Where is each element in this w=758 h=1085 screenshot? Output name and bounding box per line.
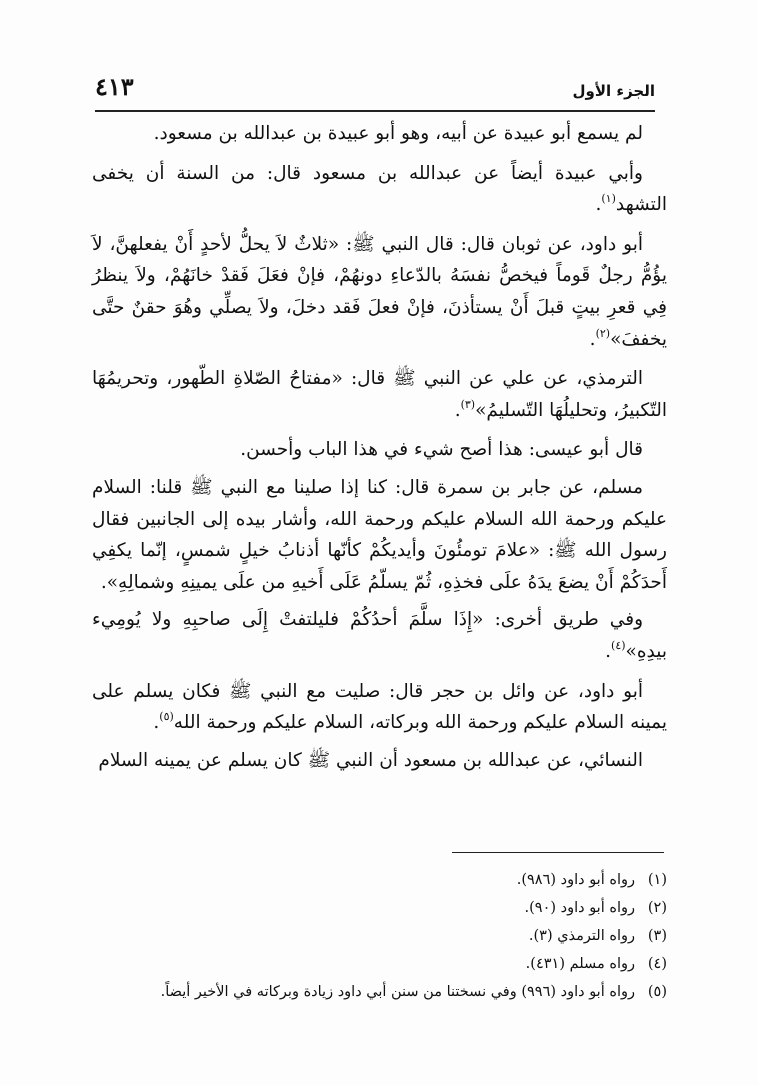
footnote-marker: (٥)	[159, 710, 174, 724]
running-title: الجزء الأول	[572, 82, 655, 100]
paragraph-text: مسلم، عن جابر بن سمرة قال: كنا إذا صلينا مع النبي ﷺ قلنا: السلام عليكم ورحمة الله السلام عليكم ورحمة الله، وأشار بيده إلى الجانبين فقال رسول الله ﷺ: «علامَ تومئُونَ وأيديكُمْ كأنّها أذنابُ خيلٍ شمسٍ، إنّما يكفِي أَحدَكُمْ أَنْ يضعَ يدَهُ علَى فخذِهِ، ثُمّ يسلّمُ عَلَى أَخيهِ من علَى يمينِهِ وشمالِهِ».	[92, 476, 667, 593]
paragraph-text: لم يسمع أبو عبيدة عن أبيه، وهو أبو عبيدة بن عبدالله بن مسعود.	[153, 123, 643, 144]
footnote-number: (١)	[647, 872, 667, 888]
paragraph	[92, 604, 667, 667]
paragraph-text: الترمذي، عن علي عن النبي ﷺ قال: «مفتاحُ الصّلاةِ الطّهور، وتحريمُهَا التّكبيرُ، وتحليلُهَا التّسليمُ»	[92, 368, 667, 421]
footnote-text: رواه الترمذي (٣).	[528, 928, 635, 944]
footnote-marker: (٤)	[611, 638, 626, 652]
footnote-marker: (١)	[601, 192, 616, 206]
paragraph	[92, 158, 667, 221]
paragraph	[92, 472, 667, 598]
footnote-text: رواه مسلم (٤٣١).	[525, 956, 635, 972]
paragraph	[92, 434, 667, 466]
paragraph-end: .	[589, 328, 596, 350]
footnotes	[95, 866, 667, 1006]
paragraph-end: .	[605, 640, 612, 662]
paragraph	[92, 745, 667, 777]
footnote-text: رواه أبو داود (٩٠).	[524, 900, 635, 916]
footnote-item	[95, 894, 667, 922]
page-number: ٤١٣	[95, 72, 134, 101]
page-header	[95, 72, 655, 106]
paragraph-end: .	[595, 194, 602, 216]
footnote-item	[95, 922, 667, 950]
footnote-number: (٢)	[647, 900, 667, 916]
header-rule	[95, 110, 655, 112]
footnote-item	[95, 950, 667, 978]
footnote-item	[95, 978, 667, 1006]
paragraph	[92, 229, 667, 355]
footnote-text: رواه أبو داود (٩٩٦) وفي نسختنا من سنن أبي داود زيادة وبركاته في الأخير أيضاً.	[160, 984, 635, 1000]
footnote-number: (٤)	[647, 956, 667, 972]
main-text	[92, 118, 667, 784]
paragraph	[92, 676, 667, 739]
footnote-number: (٣)	[647, 928, 667, 944]
paragraph-text: وأبي عبيدة أيضاً عن عبدالله بن مسعود قال: من السنة أن يخفى التشهد	[92, 162, 667, 216]
paragraph-text: النسائي، عن عبدالله بن مسعود أن النبي ﷺ كان يسلم عن يمينه السلام	[98, 749, 643, 771]
paragraph	[92, 118, 667, 150]
paragraph-text: أبو داود، عن ثوبان قال: قال النبي ﷺ: «ثلاثٌ لاَ يحلُّ لأحدٍ أَنْ يفعلهنَّ، لاَ يؤُمُّ رجلٌ قَوماً فيخصُّ نفسَهُ بالدّعاءِ دونهُمْ، فإنْ فعَلَ فَقدْ خانَهُمْ، ولاَ ينظرُ فِي قعرِ بيتٍ قبلَ أَنْ يستأذنَ، فإنْ فعلَ فَقد دخلَ، ولاَ يصلِّي وهُوَ حقنٌ حتَّى يخففَ»	[92, 233, 667, 350]
paragraph	[92, 363, 667, 426]
paragraph-text: قال أبو عيسى: هذا أصح شيء في هذا الباب وأحسن.	[240, 439, 643, 461]
paragraph-end: .	[153, 712, 160, 734]
paragraph-end: .	[454, 399, 461, 421]
paragraph-text: أبو داود، عن وائل بن حجر قال: صليت مع النبي ﷺ فكان يسلم على يمينه السلام عليكم ورحمة الله وبركاته، السلام عليكم ورحمة الله	[92, 680, 667, 734]
footnote-number: (٥)	[647, 984, 667, 1000]
footnote-marker: (٣)	[460, 397, 476, 411]
footnote-marker: (٢)	[595, 326, 611, 340]
paragraph-text: وفي طريق أخرى: «إِذَا سلَّمَ أحدُكُمْ فليلتفتْ إِلَى صاحبِهِ ولا يُومِيء بيدِهِ»	[92, 609, 667, 662]
footnote-separator	[452, 852, 664, 853]
footnote-text: رواه أبو داود (٩٨٦).	[516, 872, 635, 888]
footnote-item	[95, 866, 667, 894]
